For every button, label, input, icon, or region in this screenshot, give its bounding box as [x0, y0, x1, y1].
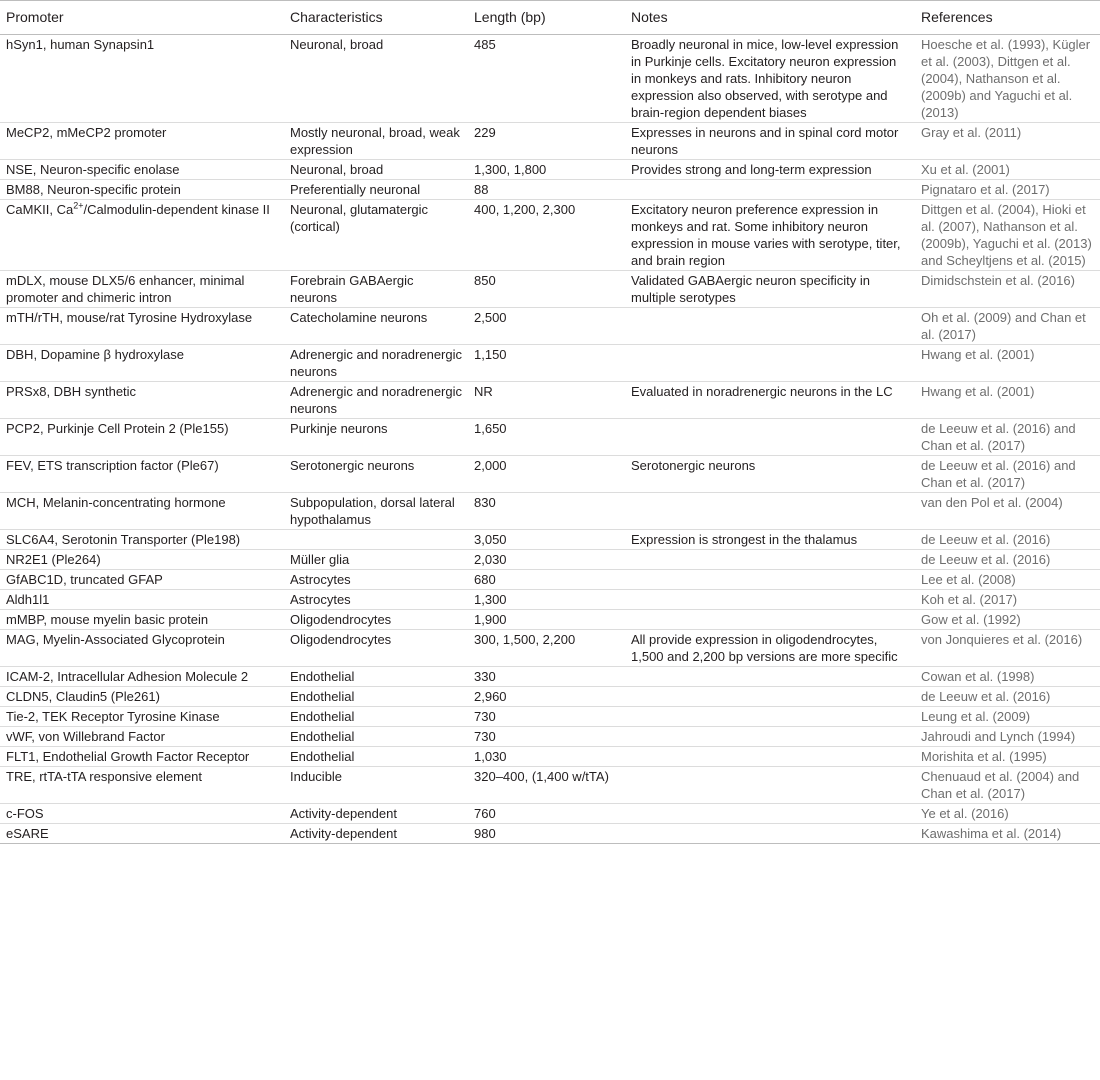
cell-characteristics: Oligodendrocytes [284, 630, 468, 667]
cell-promoter: PRSx8, DBH synthetic [0, 382, 284, 419]
cell-characteristics: Endothelial [284, 707, 468, 727]
cell-length: 2,000 [468, 456, 625, 493]
table-row [0, 123, 1100, 160]
cell-notes [625, 767, 915, 804]
table-row [0, 747, 1100, 767]
table-body [0, 35, 1100, 844]
table-row [0, 530, 1100, 550]
cell-notes [625, 550, 915, 570]
table-row [0, 308, 1100, 345]
cell-length: 1,300 [468, 590, 625, 610]
header-characteristics: Characteristics [284, 1, 468, 35]
superscript-charge: 2+ [73, 200, 84, 211]
cell-notes [625, 707, 915, 727]
header-promoter: Promoter [0, 1, 284, 35]
cell-length: 485 [468, 35, 625, 123]
cell-notes [625, 345, 915, 382]
table-row [0, 550, 1100, 570]
cell-promoter: eSARE [0, 824, 284, 844]
table-row [0, 707, 1100, 727]
table-row [0, 727, 1100, 747]
cell-length: 980 [468, 824, 625, 844]
cell-length: 680 [468, 570, 625, 590]
cell-references: de Leeuw et al. (2016) [915, 530, 1100, 550]
table-row [0, 200, 1100, 271]
cell-notes: Excitatory neuron preference expression in monkeys and rat. Some inhibitory neuron expression in mouse varies with serotype, titer, and brain region [625, 200, 915, 271]
header-length: Length (bp) [468, 1, 625, 35]
cell-characteristics: Purkinje neurons [284, 419, 468, 456]
cell-promoter: Aldh1l1 [0, 590, 284, 610]
cell-promoter: DBH, Dopamine β hydroxylase [0, 345, 284, 382]
cell-notes: Serotonergic neurons [625, 456, 915, 493]
cell-characteristics: Müller glia [284, 550, 468, 570]
cell-promoter: BM88, Neuron-specific protein [0, 180, 284, 200]
cell-promoter: TRE, rtTA-tTA responsive element [0, 767, 284, 804]
cell-promoter: NSE, Neuron-specific enolase [0, 160, 284, 180]
cell-characteristics: Endothelial [284, 727, 468, 747]
cell-length: 1,650 [468, 419, 625, 456]
cell-characteristics: Adrenergic and noradrenergic neurons [284, 382, 468, 419]
cell-notes: Evaluated in noradrenergic neurons in the LC [625, 382, 915, 419]
cell-notes: Provides strong and long-term expression [625, 160, 915, 180]
cell-notes [625, 180, 915, 200]
cell-length: 229 [468, 123, 625, 160]
cell-notes [625, 493, 915, 530]
table-row [0, 456, 1100, 493]
table-row [0, 610, 1100, 630]
table-row [0, 493, 1100, 530]
cell-promoter: SLC6A4, Serotonin Transporter (Ple198) [0, 530, 284, 550]
cell-promoter: FEV, ETS transcription factor (Ple67) [0, 456, 284, 493]
cell-characteristics: Forebrain GABAergic neurons [284, 271, 468, 308]
cell-length: 1,030 [468, 747, 625, 767]
cell-length: 2,960 [468, 687, 625, 707]
cell-characteristics: Mostly neuronal, broad, weak expression [284, 123, 468, 160]
cell-references: Hwang et al. (2001) [915, 345, 1100, 382]
cell-references: de Leeuw et al. (2016) and Chan et al. (2017) [915, 456, 1100, 493]
cell-characteristics: Neuronal, broad [284, 160, 468, 180]
cell-length: 1,900 [468, 610, 625, 630]
cell-notes [625, 590, 915, 610]
cell-promoter: FLT1, Endothelial Growth Factor Receptor [0, 747, 284, 767]
cell-length: 2,030 [468, 550, 625, 570]
cell-characteristics: Activity-dependent [284, 804, 468, 824]
table-row [0, 160, 1100, 180]
cell-promoter: MAG, Myelin-Associated Glycoprotein [0, 630, 284, 667]
cell-notes [625, 419, 915, 456]
cell-characteristics: Serotonergic neurons [284, 456, 468, 493]
cell-length: 1,150 [468, 345, 625, 382]
cell-length: 1,300, 1,800 [468, 160, 625, 180]
cell-characteristics: Neuronal, broad [284, 35, 468, 123]
table-row [0, 767, 1100, 804]
cell-references: van den Pol et al. (2004) [915, 493, 1100, 530]
cell-references: Lee et al. (2008) [915, 570, 1100, 590]
cell-references: Pignataro et al. (2017) [915, 180, 1100, 200]
cell-notes [625, 570, 915, 590]
cell-characteristics: Oligodendrocytes [284, 610, 468, 630]
cell-length: 330 [468, 667, 625, 687]
cell-length: 400, 1,200, 2,300 [468, 200, 625, 271]
cell-promoter: MCH, Melanin-concentrating hormone [0, 493, 284, 530]
table-row [0, 419, 1100, 456]
cell-promoter: CLDN5, Claudin5 (Ple261) [0, 687, 284, 707]
cell-promoter: MeCP2, mMeCP2 promoter [0, 123, 284, 160]
cell-length: 830 [468, 493, 625, 530]
cell-references: Ye et al. (2016) [915, 804, 1100, 824]
table-row [0, 180, 1100, 200]
cell-notes [625, 667, 915, 687]
cell-length: 2,500 [468, 308, 625, 345]
table-row [0, 570, 1100, 590]
cell-promoter: GfABC1D, truncated GFAP [0, 570, 284, 590]
cell-notes [625, 824, 915, 844]
table-row [0, 667, 1100, 687]
cell-characteristics: Adrenergic and noradrenergic neurons [284, 345, 468, 382]
cell-promoter: vWF, von Willebrand Factor [0, 727, 284, 747]
cell-notes [625, 747, 915, 767]
table-row [0, 824, 1100, 844]
cell-notes: Expresses in neurons and in spinal cord motor neurons [625, 123, 915, 160]
cell-promoter: hSyn1, human Synapsin1 [0, 35, 284, 123]
cell-characteristics: Activity-dependent [284, 824, 468, 844]
cell-references: Hoesche et al. (1993), Kügler et al. (2003), Dittgen et al. (2004), Nathanson et al. (2009b) and Yaguchi et al. (2013) [915, 35, 1100, 123]
cell-references: de Leeuw et al. (2016) [915, 687, 1100, 707]
cell-promoter: c-FOS [0, 804, 284, 824]
cell-promoter: NR2E1 (Ple264) [0, 550, 284, 570]
table-row [0, 271, 1100, 308]
cell-notes [625, 727, 915, 747]
cell-references: Dittgen et al. (2004), Hioki et al. (2007), Nathanson et al. (2009b), Yaguchi et al. (2013) and Scheyltjens et al. (2015) [915, 200, 1100, 271]
cell-characteristics: Endothelial [284, 747, 468, 767]
cell-characteristics: Endothelial [284, 687, 468, 707]
cell-characteristics [284, 530, 468, 550]
cell-length: 88 [468, 180, 625, 200]
cell-references: de Leeuw et al. (2016) and Chan et al. (2017) [915, 419, 1100, 456]
cell-references: Gray et al. (2011) [915, 123, 1100, 160]
table-row [0, 687, 1100, 707]
cell-references: Koh et al. (2017) [915, 590, 1100, 610]
cell-references: Morishita et al. (1995) [915, 747, 1100, 767]
cell-length: 730 [468, 727, 625, 747]
cell-references: Jahroudi and Lynch (1994) [915, 727, 1100, 747]
cell-references: Oh et al. (2009) and Chan et al. (2017) [915, 308, 1100, 345]
cell-length: NR [468, 382, 625, 419]
cell-references: Kawashima et al. (2014) [915, 824, 1100, 844]
cell-references: Chenuaud et al. (2004) and Chan et al. (2017) [915, 767, 1100, 804]
cell-length: 300, 1,500, 2,200 [468, 630, 625, 667]
cell-notes [625, 687, 915, 707]
cell-references: Leung et al. (2009) [915, 707, 1100, 727]
cell-promoter: mTH/rTH, mouse/rat Tyrosine Hydroxylase [0, 308, 284, 345]
cell-characteristics: Preferentially neuronal [284, 180, 468, 200]
cell-notes: Broadly neuronal in mice, low-level expression in Purkinje cells. Excitatory neuron expression in monkeys and rats. Inhibitory neuron expression also observed, with serotype and brain-region dependent biases [625, 35, 915, 123]
cell-characteristics: Catecholamine neurons [284, 308, 468, 345]
cell-promoter: Tie-2, TEK Receptor Tyrosine Kinase [0, 707, 284, 727]
cell-references: Xu et al. (2001) [915, 160, 1100, 180]
table-row [0, 630, 1100, 667]
cell-characteristics: Astrocytes [284, 570, 468, 590]
header-row [0, 1, 1100, 35]
cell-notes: Validated GABAergic neuron specificity in multiple serotypes [625, 271, 915, 308]
header-references: References [915, 1, 1100, 35]
cell-length: 760 [468, 804, 625, 824]
cell-notes: All provide expression in oligodendrocytes, 1,500 and 2,200 bp versions are more specific [625, 630, 915, 667]
cell-promoter: ICAM-2, Intracellular Adhesion Molecule 2 [0, 667, 284, 687]
cell-characteristics: Inducible [284, 767, 468, 804]
cell-length: 320–400, (1,400 w/tTA) [468, 767, 625, 804]
cell-promoter: mDLX, mouse DLX5/6 enhancer, minimal promoter and chimeric intron [0, 271, 284, 308]
table-header [0, 1, 1100, 35]
header-notes: Notes [625, 1, 915, 35]
cell-notes: Expression is strongest in the thalamus [625, 530, 915, 550]
table-row [0, 804, 1100, 824]
cell-references: Cowan et al. (1998) [915, 667, 1100, 687]
cell-promoter: CaMKII, $Ca^{2+}/Calmodulin$-dependent kinase II [0, 200, 284, 271]
cell-characteristics: Astrocytes [284, 590, 468, 610]
cell-characteristics: Endothelial [284, 667, 468, 687]
cell-references: Gow et al. (1992) [915, 610, 1100, 630]
cell-notes [625, 804, 915, 824]
cell-promoter: PCP2, Purkinje Cell Protein 2 (Ple155) [0, 419, 284, 456]
cell-length: 730 [468, 707, 625, 727]
table-row [0, 35, 1100, 123]
cell-length: 850 [468, 271, 625, 308]
cell-length: 3,050 [468, 530, 625, 550]
cell-promoter: mMBP, mouse myelin basic protein [0, 610, 284, 630]
table-row [0, 382, 1100, 419]
cell-characteristics: Subpopulation, dorsal lateral hypothalamus [284, 493, 468, 530]
cell-notes [625, 610, 915, 630]
table-row [0, 590, 1100, 610]
cell-notes [625, 308, 915, 345]
cell-references: de Leeuw et al. (2016) [915, 550, 1100, 570]
cell-references: Dimidschstein et al. (2016) [915, 271, 1100, 308]
cell-characteristics: Neuronal, glutamatergic (cortical) [284, 200, 468, 271]
table-row [0, 345, 1100, 382]
cell-references: von Jonquieres et al. (2016) [915, 630, 1100, 667]
cell-references: Hwang et al. (2001) [915, 382, 1100, 419]
